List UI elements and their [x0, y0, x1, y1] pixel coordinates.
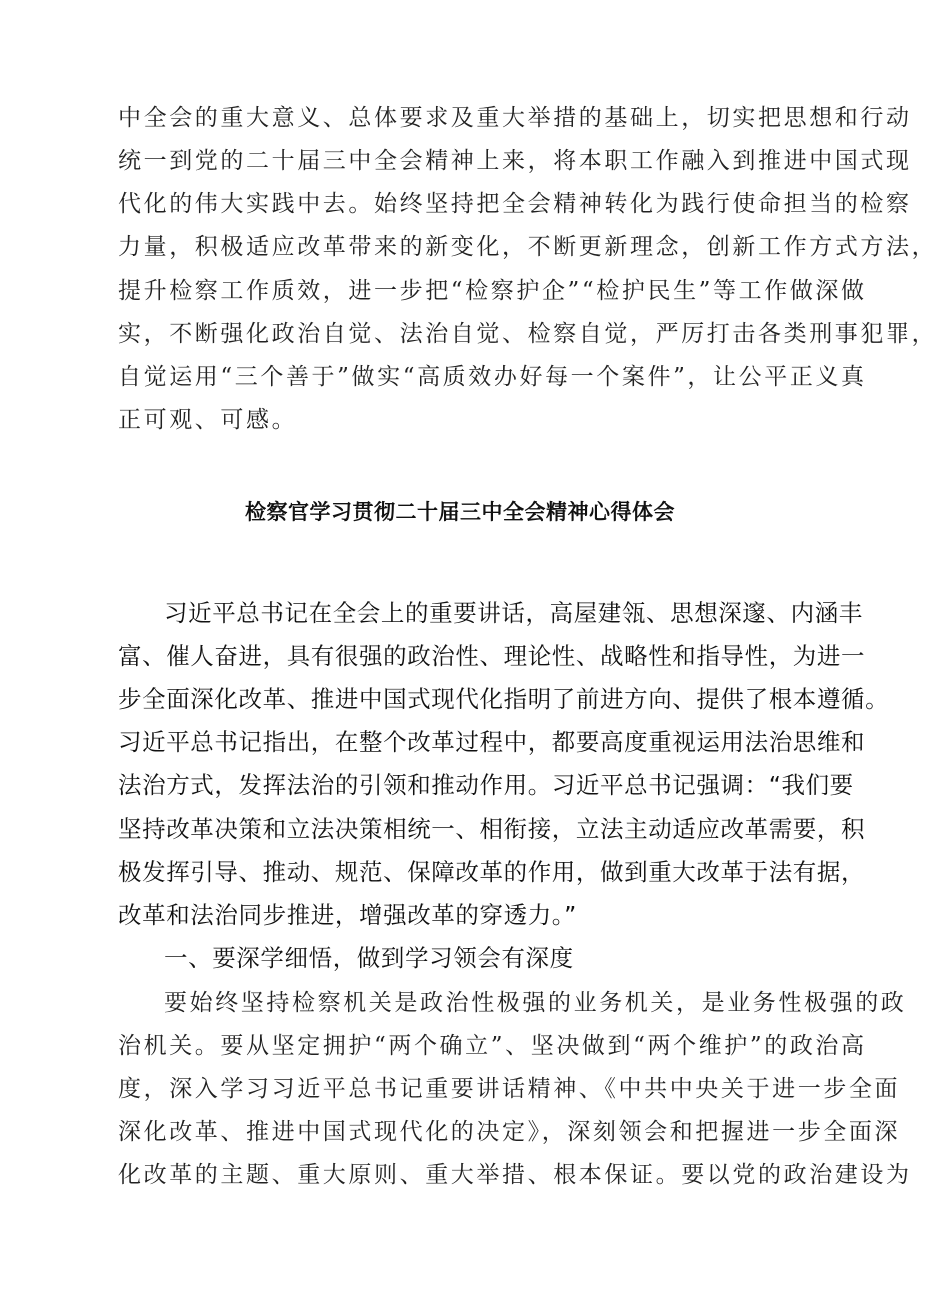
paragraph-line: 实，不断强化政治自觉、法治自觉、检察自觉，严厉打击各类刑事犯罪，	[118, 321, 937, 347]
paragraph-line: 化改革的主题、重大原则、重大举措、根本保证。要以党的政治建设为	[118, 1162, 912, 1188]
paragraph-line: 富、催人奋进，具有很强的政治性、理论性、战略性和指导性，为进一	[118, 642, 866, 670]
article-title: 检察官学习贯彻二十届三中全会精神心得体会	[245, 500, 675, 524]
paragraph-line: 中全会的重大意义、总体要求及重大举措的基础上，切实把思想和行动	[118, 105, 912, 131]
paragraph-line: 代化的伟大实践中去。始终坚持把全会精神转化为践行使命担当的检察	[118, 191, 912, 217]
paragraph-line: 步全面深化改革、推进中国式现代化指明了前进方向、提供了根本遵循。	[118, 685, 890, 713]
paragraph-line: 要始终坚持检察机关是政治性极强的业务机关，是业务性极强的政	[164, 990, 907, 1016]
paragraph-line: 改革和法治同步推进，增强改革的穿透力。”	[118, 901, 577, 929]
paragraph-line: 法治方式，发挥法治的引领和推动作用。习近平总书记强调：“我们要	[118, 771, 854, 799]
paragraph-line: 正可观、可感。	[118, 407, 298, 433]
paragraph-line: 度，深入学习习近平总书记重要讲话精神、《中共中央关于进一步全面	[118, 1076, 901, 1102]
paragraph-line: 治机关。要从坚定拥护“两个确立”、坚决做到“两个维护”的政治高	[118, 1033, 867, 1059]
section-heading: 一、要深学细悟，做到学习领会有深度	[164, 944, 574, 972]
paragraph-line: 习近平总书记指出，在整个改革过程中，都要高度重视运用法治思维和	[118, 728, 866, 756]
paragraph-line: 自觉运用“三个善于”做实“高质效办好每一个案件”，让公平正义真	[118, 364, 867, 390]
paragraph-line: 习近平总书记在全会上的重要讲话，高屋建瓴、思想深邃、内涵丰	[164, 599, 863, 627]
paragraph-line: 提升检察工作质效，进一步把“检察护企”“检护民生”等工作做深做	[118, 278, 867, 304]
paragraph-line: 力量，积极适应改革带来的新变化，不断更新理念，创新工作方式方法，	[118, 234, 937, 260]
paragraph-line: 统一到党的二十届三中全会精神上来，将本职工作融入到推进中国式现	[118, 148, 912, 174]
paragraph-line: 极发挥引导、推动、规范、保障改革的作用，做到重大改革于法有据，	[118, 858, 866, 886]
paragraph-line: 坚持改革决策和立法决策相统一、相衔接，立法主动适应改革需要，积	[118, 815, 866, 843]
paragraph-line: 深化改革、推进中国式现代化的决定》，深刻领会和把握进一步全面深	[118, 1119, 901, 1145]
